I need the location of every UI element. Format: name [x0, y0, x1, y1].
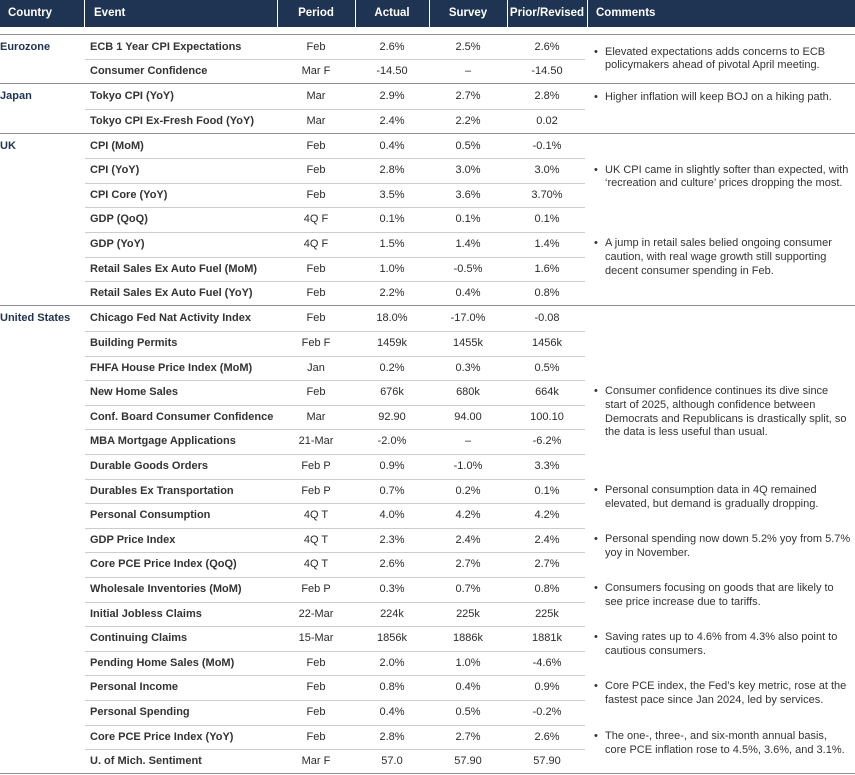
- event-name: Initial Jobless Claims: [90, 607, 202, 620]
- header-actual: Actual: [374, 7, 410, 19]
- event-name: Pending Home Sales (MoM): [90, 656, 235, 669]
- prior-value: 2.4%: [534, 533, 560, 546]
- event-name: Core PCE Price Index (QoQ): [90, 558, 237, 571]
- table-row: [85, 528, 585, 553]
- period-value: 4Q T: [303, 509, 329, 522]
- period-value: Feb: [306, 386, 326, 399]
- prior-value: 3.70%: [531, 188, 563, 201]
- survey-value: 0.1%: [455, 213, 481, 226]
- actual-value: 18.0%: [376, 312, 408, 325]
- survey-value: 0.5%: [455, 139, 481, 152]
- prior-value: 3.0%: [534, 164, 560, 177]
- prior-value: 0.02: [536, 114, 558, 127]
- event-name: New Home Sales: [90, 386, 179, 399]
- event-name: Wholesale Inventories (MoM): [90, 582, 242, 595]
- table-row: [85, 281, 585, 306]
- table-row: [85, 158, 585, 183]
- survey-value: 0.7%: [455, 582, 481, 595]
- bullet-icon: •: [594, 484, 598, 496]
- comment-item: [593, 484, 851, 512]
- table-header: [0, 0, 855, 27]
- event-name: Retail Sales Ex Auto Fuel (MoM): [90, 262, 258, 275]
- bullet-icon: •: [594, 45, 598, 58]
- table-row: [85, 306, 585, 331]
- comment-text: Elevated expectations adds concerns to ECB policymakers ahead of pivotal April meeting.: [605, 45, 826, 72]
- bullet-icon: •: [594, 533, 598, 545]
- survey-value: 1455k: [453, 336, 483, 349]
- actual-value: 0.2%: [379, 361, 405, 374]
- header-comments: Comments: [596, 7, 656, 19]
- prior-value: 1.4%: [534, 237, 560, 250]
- prior-value: 0.5%: [534, 361, 560, 374]
- prior-value: 0.8%: [534, 287, 560, 300]
- table-row: [85, 59, 585, 84]
- event-name: Personal Consumption: [90, 509, 211, 522]
- comment-item: [593, 631, 851, 659]
- event-name: Retail Sales Ex Auto Fuel (YoY): [90, 287, 253, 300]
- period-value: Feb: [306, 139, 326, 152]
- table-row: [85, 700, 585, 725]
- event-name: Durables Ex Transportation: [90, 484, 234, 497]
- period-value: Feb: [306, 312, 326, 325]
- period-value: 4Q T: [303, 558, 329, 571]
- survey-value: 225k: [456, 607, 480, 620]
- actual-value: 676k: [380, 386, 404, 399]
- prior-value: -0.08: [534, 312, 560, 325]
- prior-value: 57.90: [533, 755, 561, 768]
- bullet-icon: •: [594, 237, 598, 249]
- actual-value: 0.3%: [379, 582, 405, 595]
- period-value: Feb: [306, 656, 326, 669]
- prior-value: -4.6%: [532, 656, 562, 669]
- period-value: Mar F: [301, 65, 331, 78]
- prior-value: 2.6%: [534, 40, 560, 53]
- period-value: 21-Mar: [298, 435, 334, 448]
- event-name: Personal Spending: [90, 705, 190, 718]
- prior-value: 0.9%: [534, 681, 560, 694]
- actual-value: 0.1%: [379, 213, 405, 226]
- table-row: [85, 356, 585, 381]
- event-name: Conf. Board Consumer Confidence: [90, 410, 274, 423]
- comment-item: [593, 164, 851, 192]
- survey-value: 1886k: [453, 632, 483, 645]
- header-country: Country: [8, 7, 53, 19]
- survey-value: 2.2%: [455, 114, 481, 127]
- period-value: Feb: [306, 681, 326, 694]
- table-row: [85, 232, 585, 257]
- prior-value: 2.7%: [534, 558, 560, 571]
- comment-item: [593, 91, 851, 105]
- comment-item: [593, 730, 851, 758]
- event-name: Tokyo CPI Ex-Fresh Food (YoY): [90, 114, 254, 127]
- prior-value: 100.10: [530, 410, 564, 423]
- table-row: [85, 35, 585, 60]
- table-row: [85, 405, 585, 430]
- table-row: [85, 207, 585, 232]
- comment-item: [593, 582, 851, 610]
- event-name: Core PCE Price Index (YoY): [90, 730, 234, 743]
- survey-value: 3.0%: [455, 164, 481, 177]
- survey-value: 1.4%: [455, 237, 481, 250]
- actual-value: 1459k: [377, 336, 407, 349]
- prior-value: 1456k: [532, 336, 562, 349]
- actual-value: 3.5%: [379, 188, 405, 201]
- period-value: Feb: [306, 188, 326, 201]
- country-label: Eurozone: [0, 40, 51, 53]
- prior-value: 2.8%: [534, 90, 560, 103]
- actual-value: 2.0%: [379, 656, 405, 669]
- survey-value: 0.4%: [455, 681, 481, 694]
- comment-text: Consumer confidence continues its dive since start of 2025, although confidence between Democrats and Republicans is drastically split, so the data is less useful than usual.: [605, 385, 847, 439]
- period-value: Mar F: [301, 755, 331, 768]
- prior-value: -6.2%: [532, 435, 562, 448]
- survey-value: -0.5%: [453, 262, 483, 275]
- table-row: [85, 183, 585, 208]
- actual-value: 2.6%: [379, 558, 405, 571]
- table-row: [85, 749, 585, 774]
- header-period: Period: [298, 7, 334, 19]
- prior-value: 664k: [535, 386, 559, 399]
- period-value: Mar: [306, 114, 326, 127]
- period-value: 4Q T: [303, 533, 329, 546]
- event-name: MBA Mortgage Applications: [90, 435, 236, 448]
- header-divider: [84, 0, 85, 27]
- bullet-icon: •: [594, 91, 598, 103]
- actual-value: 2.4%: [379, 114, 405, 127]
- period-value: Mar: [306, 410, 326, 423]
- survey-value: 57.90: [454, 755, 482, 768]
- actual-value: 2.8%: [379, 164, 405, 177]
- event-name: Building Permits: [90, 336, 178, 349]
- bullet-icon: •: [594, 730, 598, 742]
- period-value: 15-Mar: [298, 632, 334, 645]
- actual-value: -2.0%: [377, 435, 407, 448]
- comment-text: Personal spending now down 5.2% yoy from 5.7% yoy in November.: [605, 533, 851, 559]
- event-name: CPI (YoY): [90, 164, 140, 177]
- comment-item: [593, 46, 851, 74]
- survey-value: 1.0%: [455, 656, 481, 669]
- comment-text: UK CPI came in slightly softer than expected, with ‘recreation and culture’ prices dropping the most.: [605, 163, 849, 190]
- survey-value: -1.0%: [453, 459, 483, 472]
- actual-value: 2.2%: [379, 287, 405, 300]
- actual-value: 92.90: [378, 410, 406, 423]
- actual-value: 0.7%: [379, 484, 405, 497]
- prior-value: -0.2%: [532, 705, 562, 718]
- event-name: GDP (QoQ): [90, 213, 148, 226]
- period-value: Jan: [307, 361, 325, 374]
- survey-value: 4.2%: [455, 509, 481, 522]
- comment-text: Saving rates up to 4.6% from 4.3% also point to cautious consumers.: [605, 631, 838, 657]
- comment-item: [593, 237, 851, 278]
- period-value: Feb P: [301, 484, 331, 497]
- actual-value: 1856k: [377, 632, 407, 645]
- prior-value: 1881k: [532, 632, 562, 645]
- comment-text: The one-, three-, and six-month annual basis, core PCE inflation rose to 4.5%, 3.6%, and 3.1%.: [605, 730, 845, 756]
- comment-item: [593, 385, 851, 440]
- actual-value: 57.0: [381, 755, 403, 768]
- table-row: [85, 84, 585, 109]
- actual-value: 4.0%: [379, 509, 405, 522]
- table-row: [85, 429, 585, 454]
- actual-value: 224k: [380, 607, 404, 620]
- actual-value: 2.9%: [379, 90, 405, 103]
- survey-value: 0.5%: [455, 705, 481, 718]
- prior-value: 0.8%: [534, 582, 560, 595]
- country-label: United States: [0, 312, 71, 325]
- table-row: [85, 626, 585, 651]
- period-value: Feb: [306, 287, 326, 300]
- survey-value: 2.7%: [455, 90, 481, 103]
- period-value: Feb: [306, 164, 326, 177]
- prior-value: 0.1%: [534, 213, 560, 226]
- survey-value: 3.6%: [455, 188, 481, 201]
- event-name: GDP (YoY): [90, 237, 145, 250]
- comment-text: Personal consumption data in 4Q remained elevated, but demand is gradually dropping.: [605, 484, 819, 510]
- comment-text: Consumers focusing on goods that are likely to see price increase due to tariffs.: [605, 582, 834, 608]
- table-row: [85, 602, 585, 627]
- event-name: U. of Mich. Sentiment: [90, 755, 202, 768]
- event-name: Tokyo CPI (YoY): [90, 90, 174, 103]
- survey-value: 94.00: [454, 410, 482, 423]
- survey-value: 0.2%: [455, 484, 481, 497]
- period-value: Feb: [306, 262, 326, 275]
- actual-value: 2.6%: [379, 40, 405, 53]
- event-name: CPI Core (YoY): [90, 188, 168, 201]
- actual-value: 0.9%: [379, 459, 405, 472]
- survey-value: 2.5%: [455, 40, 481, 53]
- table-row: [85, 651, 585, 676]
- survey-value: –: [464, 435, 472, 448]
- country-label: UK: [0, 139, 16, 152]
- survey-value: 2.4%: [455, 533, 481, 546]
- period-value: 22-Mar: [298, 607, 334, 620]
- header-prior: Prior/Revised: [509, 7, 585, 19]
- actual-value: 2.3%: [379, 533, 405, 546]
- table-row: [85, 577, 585, 602]
- actual-value: 0.4%: [379, 139, 405, 152]
- period-value: Feb: [306, 730, 326, 743]
- table-row: [85, 675, 585, 700]
- comment-text: Core PCE index, the Fed’s key metric, rose at the fastest pace since Jan 2024, led by services.: [605, 680, 847, 706]
- comment-text: A jump in retail sales belied ongoing consumer caution, with real wage growth still supporting decent consumer spending in Feb.: [605, 237, 832, 277]
- period-value: Feb P: [301, 459, 331, 472]
- bullet-icon: •: [594, 385, 598, 397]
- event-name: FHFA House Price Index (MoM): [90, 361, 253, 374]
- header-survey: Survey: [448, 7, 488, 19]
- header-event: Event: [94, 7, 126, 19]
- prior-value: 225k: [535, 607, 559, 620]
- survey-value: –: [464, 65, 472, 78]
- actual-value: 0.4%: [379, 705, 405, 718]
- header-divider: [587, 0, 588, 27]
- actual-value: 2.8%: [379, 730, 405, 743]
- prior-value: 3.3%: [534, 459, 560, 472]
- period-value: Feb P: [301, 582, 331, 595]
- prior-value: 1.6%: [534, 262, 560, 275]
- event-name: Continuing Claims: [90, 632, 188, 645]
- table-row: [85, 134, 585, 159]
- event-name: ECB 1 Year CPI Expectations: [90, 40, 242, 53]
- table-row: [85, 479, 585, 504]
- comment-text: Higher inflation will keep BOJ on a hiking path.: [605, 91, 832, 103]
- table-row: [85, 454, 585, 479]
- prior-value: 0.1%: [534, 484, 560, 497]
- event-name: Durable Goods Orders: [90, 459, 208, 472]
- actual-value: -14.50: [376, 65, 408, 78]
- table-row: [85, 552, 585, 577]
- table-row: [85, 257, 585, 282]
- period-value: Mar: [306, 90, 326, 103]
- survey-value: 680k: [456, 386, 480, 399]
- table-row: [85, 331, 585, 356]
- survey-value: -17.0%: [450, 312, 486, 325]
- prior-value: 4.2%: [534, 509, 560, 522]
- bullet-icon: •: [594, 680, 598, 692]
- country-label: Japan: [0, 90, 32, 103]
- period-value: Feb F: [301, 336, 331, 349]
- survey-value: 2.7%: [455, 558, 481, 571]
- table-row: [85, 380, 585, 405]
- survey-value: 0.4%: [455, 287, 481, 300]
- actual-value: 1.5%: [379, 237, 405, 250]
- bullet-icon: •: [594, 582, 598, 594]
- prior-value: 2.6%: [534, 730, 560, 743]
- survey-value: 2.7%: [455, 730, 481, 743]
- comment-item: [593, 680, 851, 708]
- survey-value: 0.3%: [455, 361, 481, 374]
- bullet-icon: •: [594, 163, 598, 176]
- actual-value: 1.0%: [379, 262, 405, 275]
- bullet-icon: •: [594, 631, 598, 643]
- period-value: Feb: [306, 705, 326, 718]
- event-name: GDP Price Index: [90, 533, 176, 546]
- event-name: Personal Income: [90, 681, 179, 694]
- table-bottom-border: [0, 773, 855, 774]
- event-name: Consumer Confidence: [90, 65, 208, 78]
- table-row: [85, 109, 585, 134]
- period-value: 4Q F: [303, 213, 329, 226]
- table-row: [85, 503, 585, 528]
- event-name: CPI (MoM): [90, 139, 144, 152]
- prior-value: -0.1%: [532, 139, 562, 152]
- period-value: Feb: [306, 40, 326, 53]
- actual-value: 0.8%: [379, 681, 405, 694]
- period-value: 4Q F: [303, 237, 329, 250]
- comment-item: [593, 533, 851, 561]
- event-name: Chicago Fed Nat Activity Index: [90, 312, 251, 325]
- prior-value: -14.50: [531, 65, 563, 78]
- table-row: [85, 725, 585, 750]
